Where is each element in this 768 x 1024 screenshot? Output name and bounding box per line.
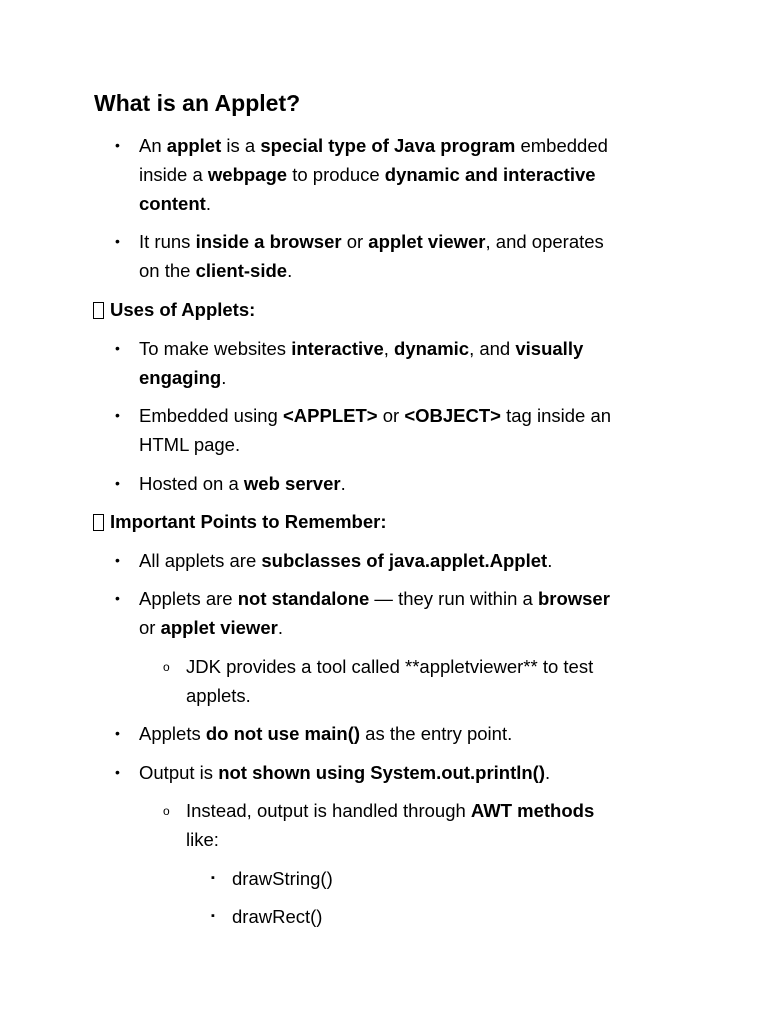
bullet-disc-icon: • bbox=[115, 475, 120, 491]
list-item-line bbox=[139, 401, 611, 430]
list-item-line bbox=[139, 189, 608, 218]
list-item bbox=[115, 401, 612, 459]
text-run: . bbox=[340, 473, 346, 494]
list-item-line bbox=[139, 758, 550, 787]
list-item bbox=[115, 469, 346, 498]
list-item bbox=[115, 758, 551, 787]
text-run: Applets bbox=[139, 723, 206, 744]
section-heading-uses: Uses of Applets: bbox=[93, 299, 255, 321]
text-run: or bbox=[139, 617, 161, 638]
list-item-line bbox=[139, 131, 608, 160]
bold-text: applet viewer bbox=[368, 231, 486, 252]
text-run: or bbox=[377, 405, 405, 426]
bullet-square-icon: ▪ bbox=[211, 910, 215, 922]
list-item bbox=[115, 546, 553, 575]
list-item bbox=[115, 584, 610, 642]
text-run: like: bbox=[186, 829, 219, 850]
sub-list-item bbox=[163, 652, 594, 710]
text-run: It runs bbox=[139, 231, 196, 252]
text-run: to produce bbox=[287, 164, 385, 185]
bold-text: client-side bbox=[195, 260, 288, 281]
list-item-line bbox=[139, 584, 610, 613]
text-run: To make websites bbox=[139, 338, 292, 359]
list-item-line bbox=[139, 227, 604, 256]
list-item-line bbox=[186, 652, 593, 681]
bold-text: subclasses of java.applet.Applet bbox=[261, 550, 548, 571]
bold-text: applet viewer bbox=[160, 617, 278, 638]
list-item-line bbox=[139, 334, 583, 363]
text-run: embedded bbox=[515, 135, 608, 156]
sub-sub-list-item bbox=[211, 864, 333, 893]
page-title: What is an Applet? bbox=[94, 90, 301, 116]
text-run: Applets are bbox=[139, 588, 238, 609]
bullet-disc-icon: • bbox=[115, 407, 120, 423]
text-run: Embedded using bbox=[139, 405, 283, 426]
bold-text: not standalone bbox=[237, 588, 370, 609]
text-run: . bbox=[277, 617, 283, 638]
section-heading-important-points: Important Points to Remember: bbox=[93, 511, 387, 533]
text-run: . bbox=[545, 762, 551, 783]
text-run: JDK provides a tool called **appletviewer** to test bbox=[186, 656, 594, 677]
bold-text: browser bbox=[537, 588, 610, 609]
bold-text: <OBJECT> bbox=[404, 405, 501, 426]
sub-list-item bbox=[163, 796, 595, 854]
text-run: Hosted on a bbox=[139, 473, 244, 494]
bold-text: applet bbox=[166, 135, 222, 156]
text-run: or bbox=[341, 231, 369, 252]
list-item-line bbox=[139, 256, 604, 285]
missing-glyph-icon bbox=[93, 514, 104, 531]
sub-sub-list-item bbox=[211, 902, 323, 931]
list-item bbox=[115, 131, 608, 218]
text-run: applets. bbox=[186, 685, 251, 706]
bold-text: webpage bbox=[207, 164, 288, 185]
bullet-disc-icon: • bbox=[115, 552, 120, 568]
list-item-line bbox=[139, 613, 610, 642]
list-item-line bbox=[139, 546, 552, 575]
bullet-disc-icon: • bbox=[115, 590, 120, 606]
text-run: as the entry point. bbox=[360, 723, 513, 744]
bullet-disc-icon: • bbox=[115, 764, 120, 780]
bold-text: <APPLET> bbox=[283, 405, 378, 426]
bullet-disc-icon: • bbox=[115, 233, 120, 249]
bullet-disc-icon: • bbox=[115, 137, 120, 153]
text-run: , and bbox=[469, 338, 516, 359]
bold-text: special type of Java program bbox=[260, 135, 516, 156]
list-item bbox=[115, 719, 513, 748]
missing-glyph-icon bbox=[93, 302, 104, 319]
text-run: drawRect() bbox=[232, 906, 323, 927]
list-item-line bbox=[232, 902, 322, 931]
bullet-disc-icon: • bbox=[115, 340, 120, 356]
text-run: . bbox=[205, 193, 211, 214]
bold-text: dynamic and interactive bbox=[384, 164, 596, 185]
bullet-square-icon: ▪ bbox=[211, 872, 215, 884]
text-run: . bbox=[547, 550, 553, 571]
list-item-line bbox=[139, 469, 346, 498]
text-run: HTML page. bbox=[139, 434, 241, 455]
bold-text: web server bbox=[243, 473, 341, 494]
bold-text: content bbox=[139, 193, 206, 214]
text-run: Output is bbox=[139, 762, 219, 783]
bold-text: do not use main() bbox=[205, 723, 361, 744]
bold-text: engaging bbox=[139, 367, 222, 388]
list-item-line bbox=[186, 796, 594, 825]
text-run: is a bbox=[221, 135, 261, 156]
bold-text: inside a browser bbox=[195, 231, 342, 252]
text-run: , and operates bbox=[485, 231, 604, 252]
text-run: An bbox=[139, 135, 167, 156]
list-item-line bbox=[139, 160, 608, 189]
text-run: — they run within a bbox=[369, 588, 538, 609]
bullet-circle-icon: o bbox=[163, 804, 170, 818]
text-run: drawString() bbox=[232, 868, 333, 889]
bold-text: dynamic bbox=[394, 338, 470, 359]
list-item-line bbox=[139, 363, 583, 392]
text-run: , bbox=[383, 338, 395, 359]
text-run: on the bbox=[139, 260, 196, 281]
list-item bbox=[115, 334, 584, 392]
bold-text: interactive bbox=[291, 338, 384, 359]
text-run: . bbox=[221, 367, 227, 388]
list-item-line bbox=[186, 681, 593, 710]
list-item-line bbox=[232, 864, 333, 893]
list-item-line bbox=[186, 825, 594, 854]
bold-text: not shown using System.out.println() bbox=[218, 762, 545, 783]
text-run: inside a bbox=[139, 164, 208, 185]
text-run: All applets are bbox=[139, 550, 262, 571]
list-item-line bbox=[139, 430, 611, 459]
text-run: tag inside an bbox=[500, 405, 612, 426]
list-item-line bbox=[139, 719, 512, 748]
bold-text: visually bbox=[515, 338, 584, 359]
bullet-disc-icon: • bbox=[115, 725, 120, 741]
bold-text: AWT methods bbox=[470, 800, 595, 821]
list-item bbox=[115, 227, 604, 285]
text-run: Instead, output is handled through bbox=[186, 800, 471, 821]
bullet-circle-icon: o bbox=[163, 660, 170, 674]
text-run: . bbox=[287, 260, 293, 281]
